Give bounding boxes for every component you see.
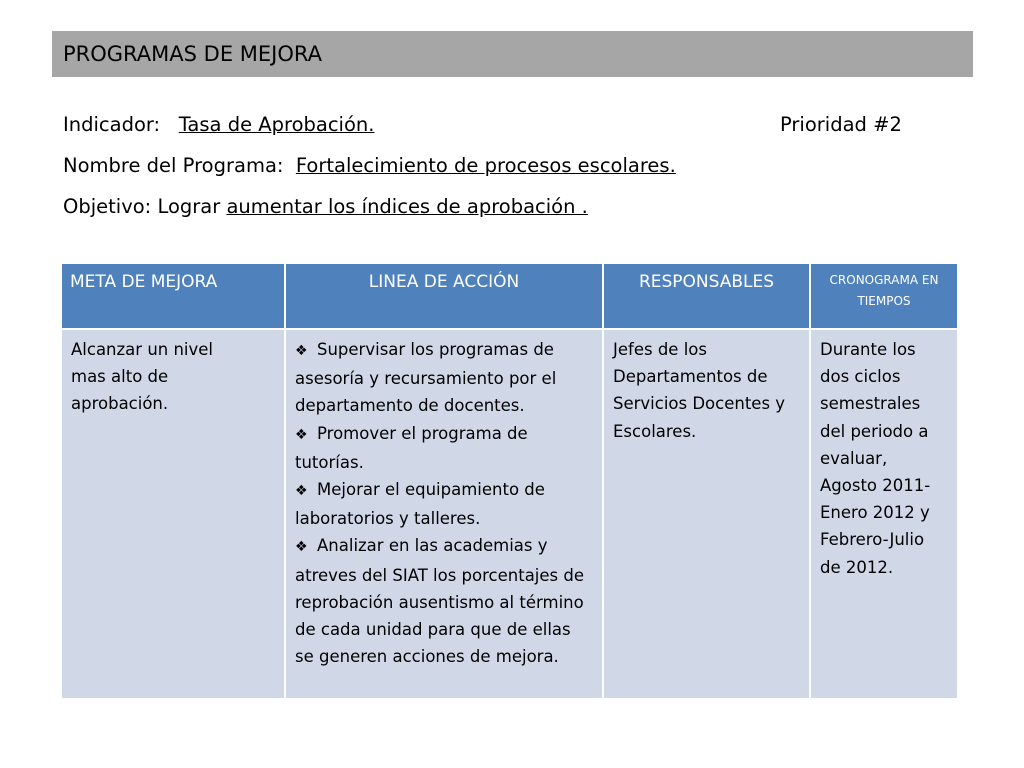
diamond-bullet-icon: ❖ xyxy=(295,483,308,500)
objetivo-line xyxy=(63,195,588,218)
table-header-row xyxy=(61,263,958,329)
meta-text: Alcanzar un nivel mas alto de aprobación. xyxy=(71,340,214,414)
slide-title xyxy=(52,31,973,77)
table-row xyxy=(61,329,958,699)
accion-item: ❖ Supervisar los programas de asesoría y recursamiento por el departamento de docentes. xyxy=(295,340,557,416)
accion-item: ❖ Analizar en las academias y atreves del SIAT los porcentajes de reprobación ausentismo al término de cada unidad para que de ellas se generen acciones de mejora. xyxy=(295,536,585,667)
cell-responsables xyxy=(603,329,810,699)
header-linea: LINEA DE ACCIÓN xyxy=(285,263,603,329)
indicador-line xyxy=(63,113,374,136)
programa-table xyxy=(60,262,959,700)
header-responsables: RESPONSABLES xyxy=(603,263,810,329)
prioridad-label: Prioridad #2 xyxy=(780,113,902,136)
programa-line xyxy=(63,154,676,177)
header-meta: META DE MEJORA xyxy=(61,263,285,329)
slide-title-text: PROGRAMAS DE MEJORA xyxy=(63,42,322,66)
objetivo-label: Objetivo: Lograr xyxy=(63,195,221,218)
cronograma-text: Durante los dos ciclos semestrales del periodo a evaluar, Agosto 2011- Enero 2012 y Febrero-Julio de 2012. xyxy=(820,340,931,577)
accion-item: ❖ Mejorar el equipamiento de laboratorios y talleres. xyxy=(295,480,545,529)
accion-item: ❖ Promover el programa de tutorías. xyxy=(295,423,528,472)
indicador-value: Tasa de Aprobación. xyxy=(178,113,375,136)
responsables-text: Jefes de los Departamentos de Servicios Docentes y Escolares. xyxy=(613,340,786,441)
header-cronograma: CRONOGRAMA EN TIEMPOS xyxy=(810,263,958,329)
cell-cronograma xyxy=(810,329,958,699)
objetivo-value: aumentar los índices de aprobación . xyxy=(226,195,588,218)
diamond-bullet-icon: ❖ xyxy=(295,343,308,359)
programa-value: Fortalecimiento de procesos escolares. xyxy=(295,154,676,177)
programa-label: Nombre del Programa: xyxy=(63,154,284,177)
cell-meta xyxy=(61,329,285,699)
cell-acciones xyxy=(285,329,603,699)
indicador-label: Indicador: xyxy=(63,113,161,136)
diamond-bullet-icon: ❖ xyxy=(295,539,308,556)
diamond-bullet-icon: ❖ xyxy=(295,426,308,443)
